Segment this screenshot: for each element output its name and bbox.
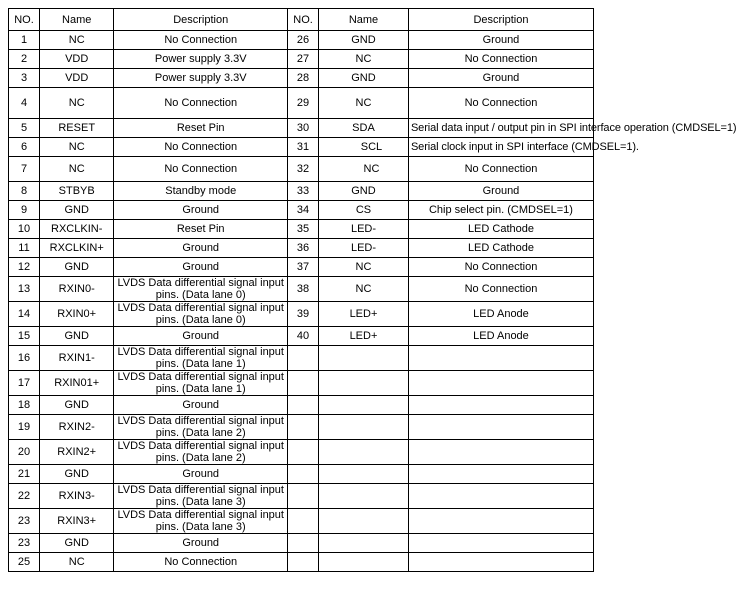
pin-number-2: 31 — [288, 138, 319, 157]
pin-description-2: Chip select pin. (CMDSEL=1) — [408, 201, 593, 220]
pin-description-2: Ground — [408, 69, 593, 88]
table-row — [9, 138, 594, 157]
header-no: NO. — [9, 9, 40, 31]
table-row — [9, 327, 594, 346]
pin-description-2 — [408, 346, 593, 371]
pin-name-2 — [319, 371, 409, 396]
pin-name: RXIN0- — [40, 277, 114, 302]
pin-description: Ground — [114, 258, 288, 277]
pin-number-2 — [288, 440, 319, 465]
pin-name: RXIN1- — [40, 346, 114, 371]
pin-description: LVDS Data differential signal input pins. (Data lane 3) — [114, 484, 288, 509]
pin-name-2 — [319, 346, 409, 371]
pin-name: NC — [40, 88, 114, 119]
pin-description: No Connection — [114, 157, 288, 182]
pin-number-2 — [288, 553, 319, 572]
pin-description-2 — [408, 553, 593, 572]
pin-description-2: No Connection — [408, 277, 593, 302]
pin-name-2 — [319, 415, 409, 440]
pin-name-2: NC — [319, 88, 409, 119]
pin-name-2: SDA — [319, 119, 409, 138]
pin-description: LVDS Data differential signal input pins. (Data lane 2) — [114, 440, 288, 465]
pin-number: 21 — [9, 465, 40, 484]
pin-description: Ground — [114, 534, 288, 553]
pin-number-2 — [288, 415, 319, 440]
pin-name-2: SCL — [319, 138, 409, 157]
pin-number-2 — [288, 534, 319, 553]
pin-description: LVDS Data differential signal input pins. (Data lane 0) — [114, 302, 288, 327]
table-row — [9, 157, 594, 182]
pin-name: VDD — [40, 50, 114, 69]
pin-number-2: 35 — [288, 220, 319, 239]
pin-description-2 — [408, 484, 593, 509]
pin-number: 16 — [9, 346, 40, 371]
header-description-2: Description — [408, 9, 593, 31]
pin-description: Ground — [114, 465, 288, 484]
pin-description: No Connection — [114, 88, 288, 119]
pin-description-2 — [408, 415, 593, 440]
pin-name-2 — [319, 465, 409, 484]
pin-name-2: NC — [319, 157, 409, 182]
pin-number: 6 — [9, 138, 40, 157]
pin-description: Ground — [114, 327, 288, 346]
pin-name: NC — [40, 157, 114, 182]
pin-description: LVDS Data differential signal input pins. (Data lane 0) — [114, 277, 288, 302]
table-row — [9, 534, 594, 553]
table-row — [9, 346, 594, 371]
table-row — [9, 182, 594, 201]
pin-name-2: GND — [319, 69, 409, 88]
pin-number-2 — [288, 509, 319, 534]
pin-name-2: LED- — [319, 239, 409, 258]
pin-name-2: NC — [319, 258, 409, 277]
pin-name: RXIN3+ — [40, 509, 114, 534]
pin-description: No Connection — [114, 138, 288, 157]
pin-name: GND — [40, 258, 114, 277]
pin-number-2: 39 — [288, 302, 319, 327]
pin-name-2 — [319, 509, 409, 534]
pin-number: 12 — [9, 258, 40, 277]
pin-number-2: 38 — [288, 277, 319, 302]
pin-name-2: LED+ — [319, 327, 409, 346]
pin-name: GND — [40, 396, 114, 415]
pin-description-2 — [408, 371, 593, 396]
pin-description-2 — [408, 509, 593, 534]
pin-name-2: LED- — [319, 220, 409, 239]
pin-number-2 — [288, 396, 319, 415]
table-row — [9, 239, 594, 258]
pin-description: LVDS Data differential signal input pins. (Data lane 2) — [114, 415, 288, 440]
pin-description: Ground — [114, 396, 288, 415]
pin-name-2: GND — [319, 31, 409, 50]
pin-description: Reset Pin — [114, 119, 288, 138]
pin-description: Power supply 3.3V — [114, 50, 288, 69]
pin-number: 18 — [9, 396, 40, 415]
header-no-2: NO. — [288, 9, 319, 31]
pin-description: Ground — [114, 239, 288, 258]
table-row — [9, 302, 594, 327]
pin-name: STBYB — [40, 182, 114, 201]
pin-name: NC — [40, 553, 114, 572]
header-row — [9, 9, 594, 31]
pin-number: 4 — [9, 88, 40, 119]
pin-description: Power supply 3.3V — [114, 69, 288, 88]
pin-name-2: LED+ — [319, 302, 409, 327]
pin-description: No Connection — [114, 553, 288, 572]
table-row — [9, 201, 594, 220]
pin-number-2 — [288, 465, 319, 484]
pin-name-2: NC — [319, 277, 409, 302]
table-row — [9, 119, 594, 138]
table-row — [9, 396, 594, 415]
pin-name: VDD — [40, 69, 114, 88]
pin-number: 19 — [9, 415, 40, 440]
pin-number-2: 32 — [288, 157, 319, 182]
pin-number: 20 — [9, 440, 40, 465]
pin-name: RXIN0+ — [40, 302, 114, 327]
pin-name: RXCLKIN+ — [40, 239, 114, 258]
pin-description-2 — [408, 465, 593, 484]
table-row — [9, 509, 594, 534]
pin-number: 14 — [9, 302, 40, 327]
pin-description: No Connection — [114, 31, 288, 50]
table-row — [9, 465, 594, 484]
pin-name-2: GND — [319, 182, 409, 201]
pin-description-2: LED Cathode — [408, 239, 593, 258]
pin-name: GND — [40, 534, 114, 553]
pin-number: 8 — [9, 182, 40, 201]
pin-description-2: No Connection — [408, 157, 593, 182]
pin-number: 23 — [9, 534, 40, 553]
pin-name-2 — [319, 534, 409, 553]
pin-name-2 — [319, 396, 409, 415]
pin-description-2: LED Anode — [408, 327, 593, 346]
header-description: Description — [114, 9, 288, 31]
pin-name: RXIN3- — [40, 484, 114, 509]
table-row — [9, 50, 594, 69]
pin-number: 17 — [9, 371, 40, 396]
table-row — [9, 277, 594, 302]
pin-number: 2 — [9, 50, 40, 69]
pin-description: LVDS Data differential signal input pins. (Data lane 1) — [114, 371, 288, 396]
pin-number-2 — [288, 371, 319, 396]
pin-number-2: 26 — [288, 31, 319, 50]
pin-number: 13 — [9, 277, 40, 302]
pin-name-2 — [319, 553, 409, 572]
pin-name-2 — [319, 484, 409, 509]
pin-number-2: 27 — [288, 50, 319, 69]
pin-number: 25 — [9, 553, 40, 572]
pin-description-2: No Connection — [408, 258, 593, 277]
pin-number-2: 29 — [288, 88, 319, 119]
pin-description-2: Ground — [408, 182, 593, 201]
pin-description: LVDS Data differential signal input pins. (Data lane 1) — [114, 346, 288, 371]
pin-number-2: 37 — [288, 258, 319, 277]
pin-number-2: 33 — [288, 182, 319, 201]
pin-number-2 — [288, 346, 319, 371]
table-row — [9, 258, 594, 277]
pin-table — [8, 8, 736, 572]
pin-number: 23 — [9, 509, 40, 534]
pin-description-2: Serial clock input in SPI interface (CMDSEL=1). — [408, 138, 593, 157]
pin-description: Standby mode — [114, 182, 288, 201]
pin-number-2: 34 — [288, 201, 319, 220]
pin-name: RXIN2- — [40, 415, 114, 440]
pin-description: Reset Pin — [114, 220, 288, 239]
pin-number: 11 — [9, 239, 40, 258]
pin-number-2: 30 — [288, 119, 319, 138]
pin-number: 1 — [9, 31, 40, 50]
pin-description: Ground — [114, 201, 288, 220]
pin-number-2 — [288, 484, 319, 509]
header-name-2: Name — [319, 9, 409, 31]
pin-name-2: CS — [319, 201, 409, 220]
pin-description-2: No Connection — [408, 50, 593, 69]
pin-name: NC — [40, 138, 114, 157]
pin-description-2 — [408, 440, 593, 465]
table-row — [9, 88, 594, 119]
pin-description-2: LED Anode — [408, 302, 593, 327]
table-row — [9, 553, 594, 572]
pin-name: GND — [40, 201, 114, 220]
pin-description: LVDS Data differential signal input pins. (Data lane 3) — [114, 509, 288, 534]
pin-description-2: No Connection — [408, 88, 593, 119]
table-row — [9, 484, 594, 509]
pin-name: GND — [40, 327, 114, 346]
pin-description-2 — [408, 534, 593, 553]
pin-name-2 — [319, 440, 409, 465]
pin-number-2: 28 — [288, 69, 319, 88]
pin-number: 22 — [9, 484, 40, 509]
pin-name: RXIN2+ — [40, 440, 114, 465]
pin-description-2: LED Cathode — [408, 220, 593, 239]
table-row — [9, 440, 594, 465]
pin-name-2: NC — [319, 50, 409, 69]
pin-number: 7 — [9, 157, 40, 182]
pin-name: RESET — [40, 119, 114, 138]
pin-number: 9 — [9, 201, 40, 220]
table-row — [9, 371, 594, 396]
table-row — [9, 415, 594, 440]
table-row — [9, 220, 594, 239]
pin-name: GND — [40, 465, 114, 484]
pin-description-2 — [408, 396, 593, 415]
pin-name: RXCLKIN- — [40, 220, 114, 239]
pin-description-2: Ground — [408, 31, 593, 50]
header-name: Name — [40, 9, 114, 31]
pin-name: RXIN01+ — [40, 371, 114, 396]
pin-number: 10 — [9, 220, 40, 239]
pin-description-2: Serial data input / output pin in SPI interface operation (CMDSEL=1) — [408, 119, 593, 138]
pin-number-2: 36 — [288, 239, 319, 258]
pin-number-2: 40 — [288, 327, 319, 346]
pin-number: 15 — [9, 327, 40, 346]
table-row — [9, 69, 594, 88]
table-row — [9, 31, 594, 50]
pin-name: NC — [40, 31, 114, 50]
pin-number: 5 — [9, 119, 40, 138]
pin-number: 3 — [9, 69, 40, 88]
